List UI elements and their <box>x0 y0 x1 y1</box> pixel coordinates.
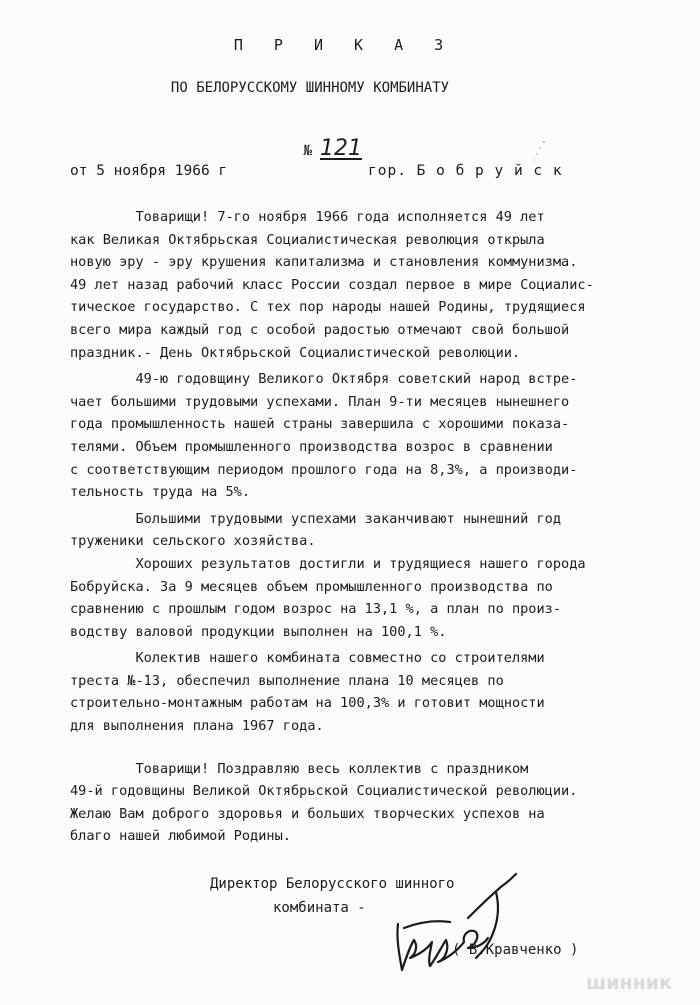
order-date: от 5 ноября 1966 г <box>70 163 228 179</box>
paragraph-1 <box>70 206 670 364</box>
paragraph-2 <box>70 368 670 504</box>
paragraph-5 <box>70 647 670 737</box>
paragraph-line: как Великая Октябрьская Социалистическая революция открыла <box>70 231 545 248</box>
order-city: гор. Б о б р у й с к <box>368 163 563 179</box>
paragraph-line: сравнению с прошлым годом возрос на 13,1 %, а план по произ- <box>70 601 562 618</box>
paragraph-line: 49-ю годовщину Великого Октября советский народ встре- <box>70 371 578 388</box>
paragraph-line: праздник.- День Октябрьской Социалистической революции. <box>70 344 521 361</box>
paragraph-line: Товарищи! 7-го ноября 1966 года исполняется 49 лет <box>70 209 545 225</box>
paragraph-line: всего мира каждый год с особой радостью отмечают свой большой <box>70 321 570 338</box>
paragraph-line: Хороших результатов достигли и трудящиеся нашего города <box>70 555 586 572</box>
paragraph-line: Товарищи! Поздравляю весь коллектив с праздником <box>70 760 529 777</box>
paragraph-line: Колектив нашего комбината совместно со строителями <box>70 650 545 667</box>
paragraph-line: чает большими трудовыми успехами. План 9-ти месяцев нынешнего <box>70 393 570 410</box>
order-number-value: 121 <box>319 136 362 161</box>
order-number <box>265 117 362 180</box>
paragraph-line: телями. Объем промышленного производства возрос в сравнении <box>70 438 553 455</box>
paragraph-6 <box>70 758 670 848</box>
paragraph-line: труженики сельского хозяйства. <box>70 533 316 550</box>
paragraph-line: тельность труда на 5%. <box>70 484 251 501</box>
paragraph-line: Желаю Вам доброго здоровья и больших творческих успехов на <box>70 805 545 822</box>
paragraph-line: года промышленность нашей страны завершила с хорошими показа- <box>70 416 570 433</box>
paragraph-line: для выполнения плана 1967 года. <box>70 718 324 735</box>
paragraph-4 <box>70 553 670 643</box>
order-number-label: № <box>303 143 312 159</box>
signatory-name: ( В.Кравченко ) <box>452 942 579 958</box>
paragraph-3 <box>70 508 670 553</box>
order-body <box>70 206 670 848</box>
paragraph-line: Бобруйска. За 9 месяцев объем промышленного производства по <box>70 578 553 595</box>
paragraph-line: 49-й годовщины Великой Октябрьской Социалистической революции. <box>70 783 578 800</box>
paragraph-line: треста №-13, обеспечил выполнение плана 10 месяцев по <box>70 672 504 689</box>
signatory-organization: комбината - <box>273 900 366 916</box>
document-title: П Р И К А З <box>233 36 455 54</box>
watermark-logo <box>582 969 692 995</box>
document-subtitle: ПО БЕЛОРУССКОМУ ШИННОМУ КОМБИНАТУ <box>170 80 450 96</box>
signatory-title: Директор Белорусского шинного <box>210 876 455 892</box>
paragraph-line: новую эру - эру крушения капитализма и становления коммунизма. <box>70 254 578 271</box>
watermark-text: шинник <box>586 972 672 994</box>
paragraph-line: строительно-монтажным работам на 100,3% и готовит мощности <box>70 695 545 712</box>
paragraph-line: тическое государство. С тех пор народы нашей Родины, трудящиеся <box>70 299 586 316</box>
paragraph-line: 49 лет назад рабочий класс России создал первое в мире Социалис- <box>70 276 594 293</box>
paragraph-line: благо нашей любимой Родины. <box>70 828 291 845</box>
paragraph-line: с соответствующим периодом прошлого года на 8,3%, а производи- <box>70 461 578 478</box>
paper-specks <box>530 138 550 168</box>
paragraph-line: водству валовой продукции выполнен на 100,1 %. <box>70 623 447 640</box>
handwritten-signature <box>380 862 540 982</box>
paragraph-line: Большими трудовыми успехами заканчивают нынешний год <box>70 510 562 527</box>
